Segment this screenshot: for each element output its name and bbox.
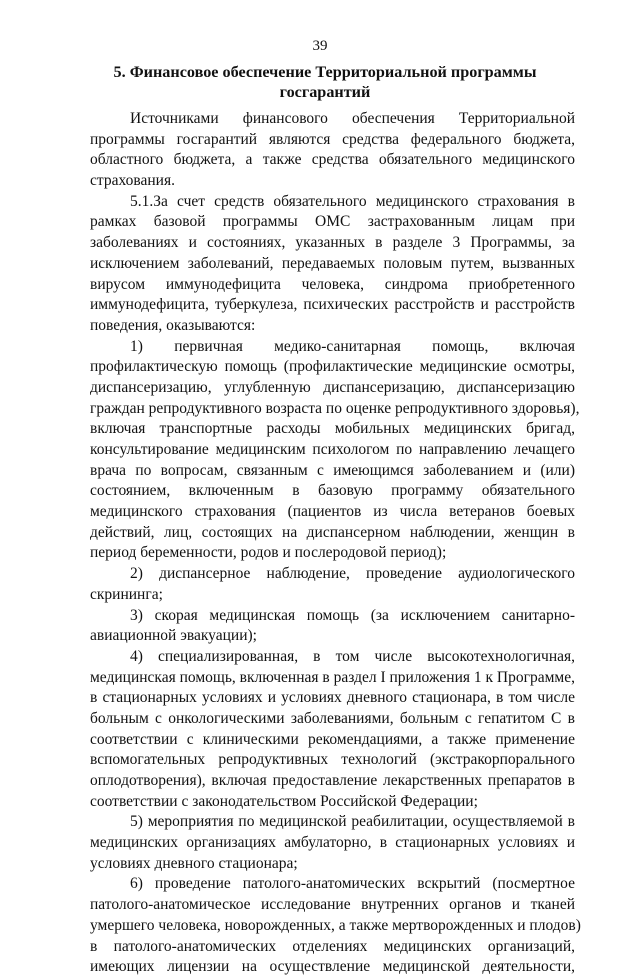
text-line: иммунодефицита, туберкулеза, психических расстройств и расстройств [90,296,575,314]
text-line: 5) мероприятия по медицинской реабилитации, осуществляемой в [130,813,575,831]
text-line: граждан репродуктивного возраста по оценке репродуктивного здоровья), [90,399,580,417]
text-line: период беременности, родов и послеродовой период); [90,544,447,562]
text-line: страхования. [90,172,175,190]
body-text [90,109,581,978]
text-line: вирусом иммунодефицита человека, синдрома приобретенного [90,275,575,293]
text-line: имеющих лицензии на осуществление медицинской деятельности, [90,958,575,976]
text-line: в стационарных условиях и условиях дневного стационара, в том числе [90,689,575,707]
text-line: включая транспортные расходы мобильных медицинских бригад, [90,420,575,438]
text-line: действий, лиц, состоящих на диспансерном наблюдении, женщин в [90,523,575,541]
text-line: консультирование медицинским психологом по направлению лечащего [90,441,575,458]
page-number: 39 [312,38,328,54]
text-line: вспомогательных репродуктивных технологий (экстракорпорального [90,751,575,769]
text-line: профилактическую помощь (профилактические медицинские осмотры, [90,358,575,376]
text-line: соответствии с законодательством Российской Федерации; [90,792,478,810]
text-line: заболеваниях и состояниях, указанных в разделе 3 Программы, за [90,234,575,252]
text-line: соответствии с клиническими рекомендациями, а также применение [90,730,575,748]
text-line: скрининга; [90,585,163,603]
text-line: 4) специализированная, в том числе высокотехнологичная, [130,647,575,665]
text-line: исключением заболеваний, передаваемых половым путем, вызванных [90,254,575,272]
text-line: медицинская помощь, включенная в раздел I приложения 1 к Программе, [90,668,575,686]
text-line: авиационной эвакуации); [90,627,257,645]
text-line: 3) скорая медицинская помощь (за исключением санитарно- [130,606,575,624]
section-heading-line-1: 5. Финансовое обеспечение Территориальной программы [113,63,537,81]
text-line: 2) диспансерное наблюдение, проведение аудиологического [130,565,575,583]
text-line: состоянием, включенным в базовую программу обязательного [90,482,575,500]
text-line: 5.1.За счет средств обязательного медицинского страхования в [130,192,575,210]
section-heading [110,62,540,102]
text-line: диспансеризацию, углубленную диспансеризацию, диспансеризацию [90,378,575,396]
text-line: программы госгарантий являются средства федерального бюджета, [90,130,575,148]
text-line: условиях дневного стационара; [90,854,298,872]
text-line: врача по вопросам, связанным с имеющимся заболеванием и (или) [90,461,575,479]
text-line: в патолого-анатомических отделениях медицинских организаций, [90,937,575,955]
text-line: областного бюджета, а также средства обязательного медицинского [90,151,575,169]
text-line: умершего человека, новорожденных, а также мертворожденных и плодов) [90,916,581,934]
text-line: оплодотворения), включая предоставление лекарственных препаратов в [90,772,575,789]
text-line: медицинских организациях амбулаторно, в стационарных условиях и [90,834,575,852]
text-line: больным с онкологическими заболеваниями, больным с гепатитом С в [90,709,575,727]
text-line: 6) проведение патолого-анатомических вскрытий (посмертное [130,875,575,893]
text-line: 1) первичная медико-санитарная помощь, включая [130,337,575,355]
text-line: Источниками финансового обеспечения Территориальной [130,110,575,127]
text-line: медицинского страхования (пациентов из числа ветеранов боевых [90,503,575,521]
section-heading-line-2: госгарантий [279,83,371,101]
text-line: патолого-анатомическое исследование внутренних органов и тканей [90,896,575,914]
text-line: поведения, оказываются: [90,316,256,334]
text-line: рамках базовой программы ОМС застрахованным лицам при [90,213,575,231]
